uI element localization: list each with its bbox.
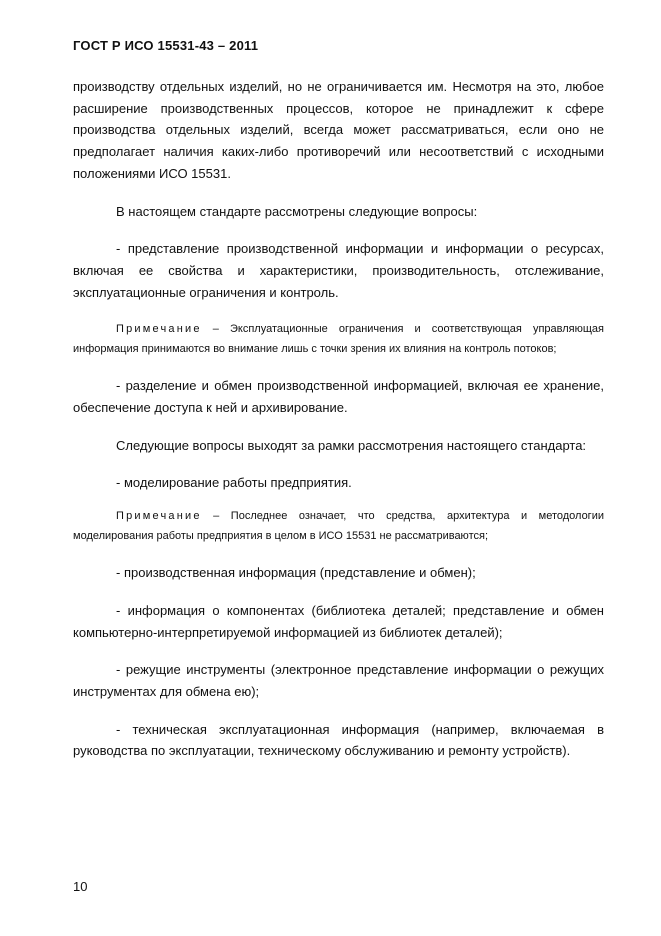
paragraph-scope-intro: В настоящем стандарте рассмотрены следующие вопросы: xyxy=(116,203,478,219)
list-item-product-info: - производственная информация (представление и обмен); xyxy=(116,565,476,581)
note-label: Примечание xyxy=(116,323,202,336)
list-item-enterprise-modelling: - моделирование работы предприятия. xyxy=(116,475,352,491)
list-item-technical-info: - техническая эксплуатационная информация (например, включаемая в руководства по эксплуатации, техническому обслуживанию и ремонту устройств). xyxy=(73,721,604,759)
note-enterprise xyxy=(73,506,604,546)
list-item-sharing: - разделение и обмен производственной информацией, включая ее хранение, обеспечение доступа к ней и архивирование. xyxy=(73,378,604,416)
document-header: ГОСТ Р ИСО 15531-43 – 2011 xyxy=(73,38,259,53)
note-text: – Последнее означает, что средства, архитектура и методологии моделирования работы предприятия в целом в ИСО 15531 не рассматриваются; xyxy=(73,510,604,543)
document-body xyxy=(73,76,604,762)
list-item-cutting-tools: - режущие инструменты (электронное представление информации о режущих инструментах для обмена ею); xyxy=(73,662,604,699)
paragraph-continuation: производству отдельных изделий, но не ограничивается им. Несмотря на это, любое расширение производственных процессов, которое не принадлежит к сфере производства отдельных изделий, всегда может рассматриваться, если оно не предполагает наличия каких-либо противоречий или несоответствий с исходными положениями ИСО 15531. xyxy=(73,79,604,181)
paragraph-out-of-scope-intro: Следующие вопросы выходят за рамки рассмотрения настоящего стандарта: xyxy=(116,437,587,453)
note-constraints xyxy=(73,319,604,359)
note-label: Примечание xyxy=(116,510,202,523)
list-item-components: - информация о компонентах (библиотека деталей; представление и обмен компьютерно-интерпретируемой информацией из библиотек деталей); xyxy=(73,602,604,640)
note-text: – Эксплуатационные ограничения и соответствующая управляющая информация принимаются во внимание лишь с точки зрения их влияния на контроль потоков; xyxy=(73,323,604,356)
list-item-representation: - представление производственной информации и информации о ресурсах, включая ее свойства и характеристики, производительность, отслеживание, эксплуатационные ограничения и контроль. xyxy=(73,241,604,300)
page-number: 10 xyxy=(73,879,88,894)
